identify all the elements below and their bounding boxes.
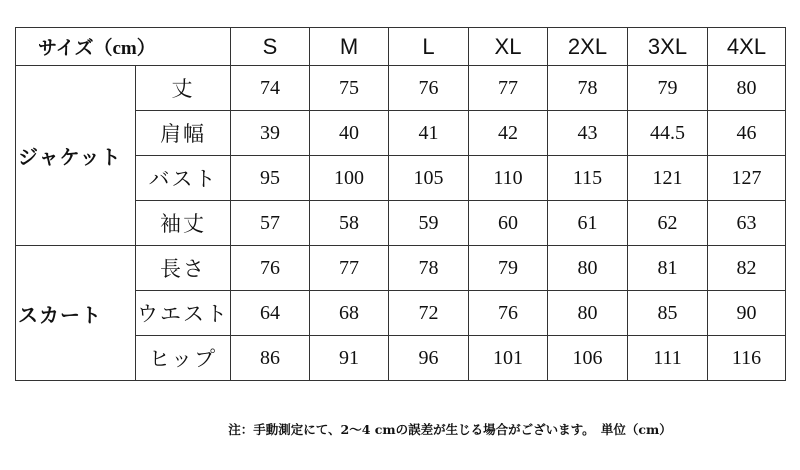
size-header-l: L: [389, 28, 469, 66]
size-header-3xl: 3XL: [628, 28, 708, 66]
size-header-2xl: 2XL: [548, 28, 628, 66]
measurement-value: 72: [389, 291, 469, 336]
measurement-value: 78: [389, 246, 469, 291]
measurement-label: 長さ: [136, 246, 231, 291]
size-unit-header: サイズ（cm）: [16, 28, 231, 66]
measurement-note: 注：手動測定にて、2〜4 cmの誤差が生じる場合がございます。 単位（cm）: [228, 422, 672, 437]
measurement-value: 106: [548, 336, 628, 381]
measurement-label: 袖丈: [136, 201, 231, 246]
measurement-value: 76: [469, 291, 548, 336]
measurement-label: ヒップ: [136, 336, 231, 381]
measurement-value: 39: [231, 111, 310, 156]
measurement-value: 61: [548, 201, 628, 246]
size-header-4xl: 4XL: [708, 28, 786, 66]
measurement-value: 57: [231, 201, 310, 246]
measurement-value: 80: [548, 291, 628, 336]
measurement-value: 101: [469, 336, 548, 381]
measurement-value: 68: [310, 291, 389, 336]
size-chart-table: [15, 27, 786, 381]
measurement-value: 82: [708, 246, 786, 291]
measurement-value: 64: [231, 291, 310, 336]
measurement-value: 79: [469, 246, 548, 291]
measurement-value: 77: [310, 246, 389, 291]
measurement-value: 62: [628, 201, 708, 246]
measurement-value: 100: [310, 156, 389, 201]
measurement-value: 121: [628, 156, 708, 201]
measurement-value: 58: [310, 201, 389, 246]
measurement-value: 127: [708, 156, 786, 201]
measurement-value: 95: [231, 156, 310, 201]
measurement-value: 91: [310, 336, 389, 381]
measurement-value: 80: [708, 66, 786, 111]
measurement-value: 110: [469, 156, 548, 201]
size-header-m: M: [310, 28, 389, 66]
measurement-value: 76: [389, 66, 469, 111]
measurement-value: 86: [231, 336, 310, 381]
garment-group-label: スカート: [16, 246, 136, 381]
measurement-value: 81: [628, 246, 708, 291]
measurement-value: 63: [708, 201, 786, 246]
measurement-value: 105: [389, 156, 469, 201]
measurement-value: 59: [389, 201, 469, 246]
garment-group-label: ジャケット: [16, 66, 136, 246]
measurement-value: 111: [628, 336, 708, 381]
measurement-label: バスト: [136, 156, 231, 201]
measurement-label: 丈: [136, 66, 231, 111]
measurement-value: 60: [469, 201, 548, 246]
measurement-value: 76: [231, 246, 310, 291]
measurement-value: 42: [469, 111, 548, 156]
measurement-value: 90: [708, 291, 786, 336]
measurement-label: 肩幅: [136, 111, 231, 156]
size-header-s: S: [231, 28, 310, 66]
measurement-value: 78: [548, 66, 628, 111]
table-row: [16, 66, 786, 111]
measurement-value: 116: [708, 336, 786, 381]
size-header-xl: XL: [469, 28, 548, 66]
header-row: [16, 28, 786, 66]
measurement-value: 44.5: [628, 111, 708, 156]
measurement-value: 77: [469, 66, 548, 111]
measurement-value: 43: [548, 111, 628, 156]
measurement-value: 46: [708, 111, 786, 156]
measurement-value: 40: [310, 111, 389, 156]
measurement-value: 80: [548, 246, 628, 291]
table-row: [16, 246, 786, 291]
measurement-label: ウエスト: [136, 291, 231, 336]
measurement-value: 75: [310, 66, 389, 111]
measurement-value: 41: [389, 111, 469, 156]
measurement-value: 96: [389, 336, 469, 381]
measurement-value: 85: [628, 291, 708, 336]
measurement-value: 79: [628, 66, 708, 111]
measurement-value: 115: [548, 156, 628, 201]
measurement-value: 74: [231, 66, 310, 111]
